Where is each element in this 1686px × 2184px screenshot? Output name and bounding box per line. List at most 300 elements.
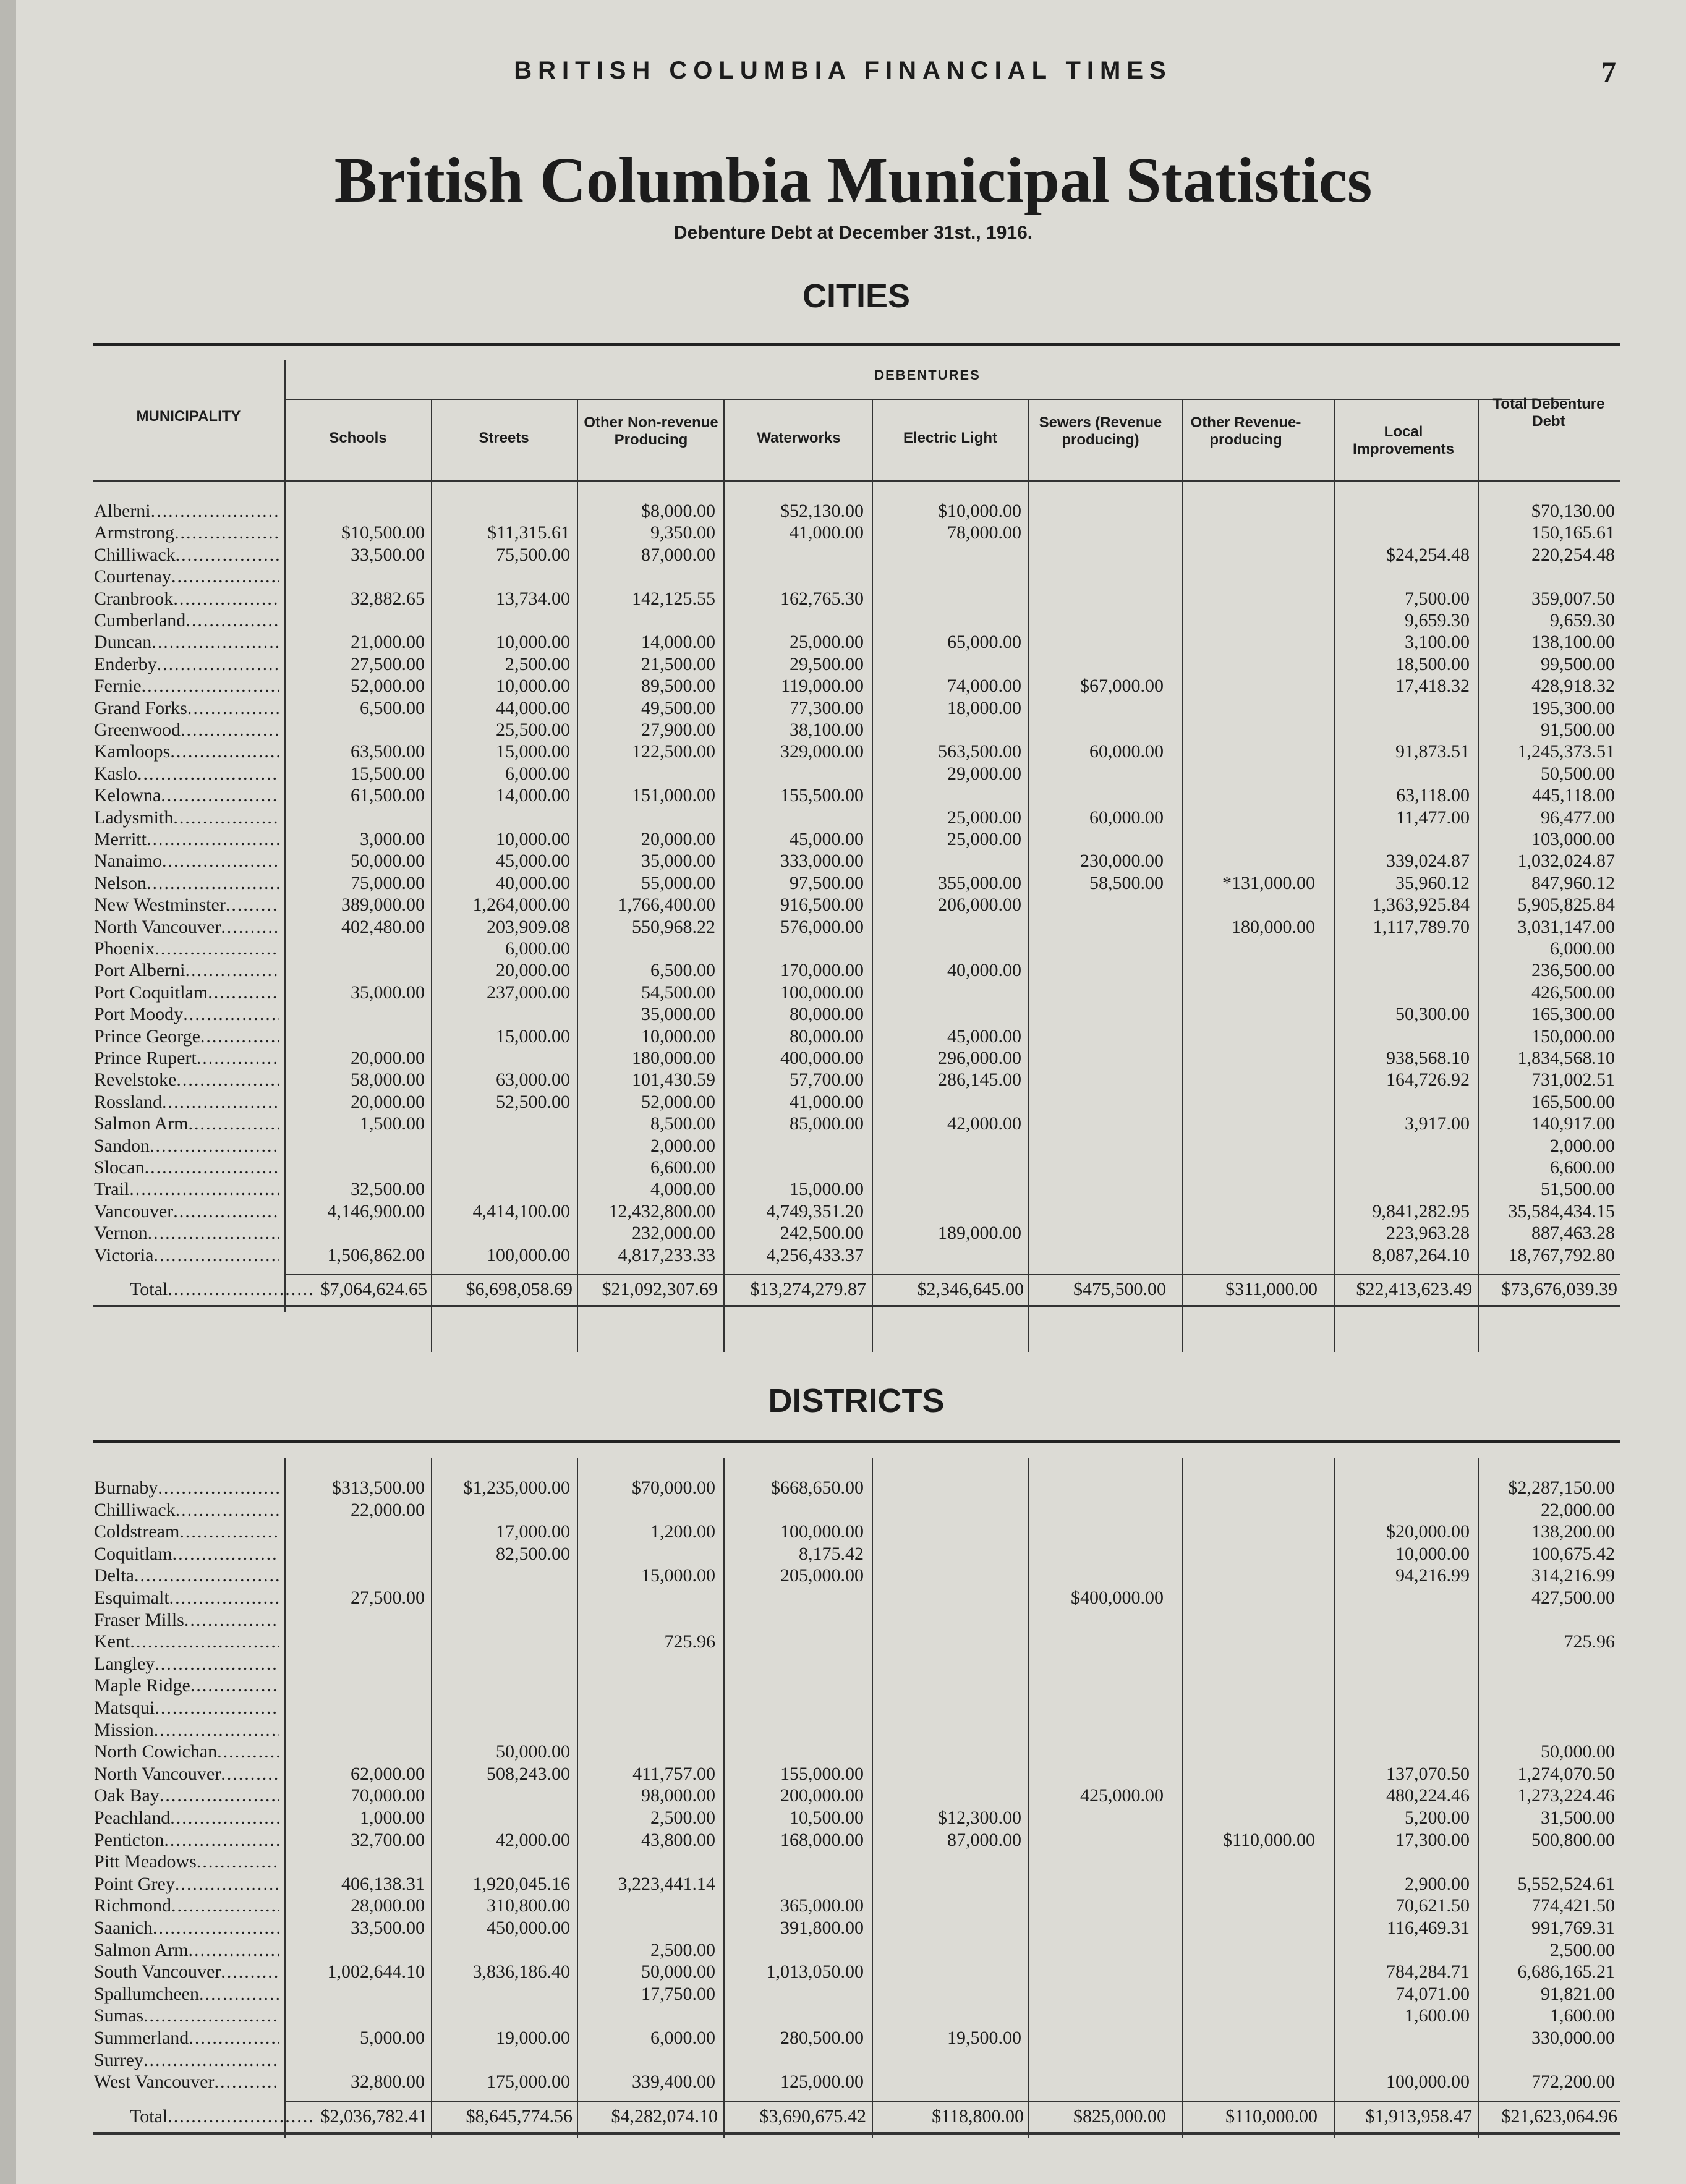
streets-cell: 19,000.00: [496, 2028, 570, 2048]
sewers-total: $825,000.00: [1073, 2105, 1166, 2127]
municipality-name: Vancouver .....: [94, 1201, 279, 1222]
municipality-name: Point Grey .....: [94, 1874, 279, 1895]
total-debt-cell: 2,500.00: [1550, 1939, 1615, 1960]
total-debt-cell: 2,000.00: [1550, 1135, 1615, 1156]
streets-cell: 50,000.00: [496, 1741, 570, 1762]
table-row: [93, 1201, 1620, 1223]
municipality-name: Maple Ridge .....: [94, 1675, 279, 1696]
total-debt-cell: 6,686,165.21: [1517, 1961, 1615, 1982]
table-row: [93, 1544, 1620, 1566]
table-row: [93, 1940, 1620, 1962]
municipality-name: Duncan .....: [94, 632, 279, 653]
sewers-cell: $67,000.00: [1080, 676, 1164, 697]
waterworks-cell: 168,000.00: [780, 1829, 864, 1850]
other-non-revenue-cell: 87,000.00: [641, 544, 715, 565]
header-municipality: MUNICIPALITY: [136, 408, 241, 425]
districts-column-rule: [577, 1458, 578, 2138]
schools-cell: 3,000.00: [360, 829, 425, 849]
table-row: [93, 566, 1620, 588]
municipality-name: Courtenay .....: [94, 566, 279, 587]
schools-cell: 20,000.00: [351, 1048, 425, 1068]
waterworks-cell: 85,000.00: [790, 1113, 864, 1134]
streets-cell: 25,500.00: [496, 720, 570, 740]
other-non-revenue-cell: 17,750.00: [641, 1983, 715, 2004]
districts-column-rule: [1182, 1458, 1183, 2138]
total-debt-cell: 35,584,434.15: [1508, 1200, 1615, 1222]
total-debt-cell: 100,675.42: [1531, 1543, 1615, 1564]
local-improvements-cell: 50,300.00: [1395, 1004, 1470, 1025]
schools-cell: 402,480.00: [341, 916, 425, 937]
table-row: [93, 522, 1620, 545]
other-non-revenue-cell: 6,600.00: [650, 1157, 715, 1178]
other-non-revenue-cell: 2,500.00: [650, 1808, 715, 1828]
streets-cell: 10,000.00: [496, 632, 570, 653]
electric-light-cell: 286,145.00: [938, 1069, 1021, 1090]
streets-cell: 15,000.00: [496, 1026, 570, 1047]
local-improvements-cell: 2,900.00: [1405, 1873, 1470, 1894]
municipality-name: Sandon .....: [94, 1136, 279, 1157]
streets-cell: 3,836,186.40: [472, 1961, 570, 1982]
cities-column-rule: [577, 400, 578, 1352]
electric-light-total: $118,800.00: [932, 2105, 1024, 2127]
municipality-name: Delta .....: [94, 1565, 279, 1586]
local-improvements-cell: 1,363,925.84: [1372, 894, 1470, 916]
schools-cell: 75,000.00: [351, 872, 425, 893]
districts-column-rule: [1478, 1458, 1479, 2138]
total-debt-cell: 1,274,070.50: [1517, 1763, 1615, 1784]
total-debt-cell: 445,118.00: [1532, 785, 1615, 806]
schools-cell: 70,000.00: [351, 1785, 425, 1806]
streets-total: $8,645,774.56: [466, 2105, 573, 2127]
table-row: [93, 1654, 1620, 1676]
waterworks-cell: 170,000.00: [780, 960, 864, 981]
local-improvements-cell: 35,960.12: [1395, 872, 1470, 893]
total-debt-cell: 427,500.00: [1531, 1587, 1615, 1608]
municipality-name: Cranbrook .....: [94, 588, 279, 610]
table-row: [93, 501, 1620, 523]
total-label: Total .....: [130, 2106, 315, 2127]
municipality-name: North Vancouver .....: [94, 1764, 279, 1785]
other-revenue-total: $311,000.00: [1225, 1279, 1318, 1299]
table-row: [93, 1477, 1620, 1500]
municipality-name: Trail .....: [94, 1179, 279, 1200]
table-row: [93, 1675, 1620, 1697]
total-debt-cell: 731,002.51: [1531, 1069, 1615, 1090]
municipality-name: Oak Bay .....: [94, 1785, 279, 1806]
electric-light-cell: 25,000.00: [947, 829, 1021, 849]
other-non-revenue-cell: 101,430.59: [632, 1069, 715, 1090]
waterworks-cell: 916,500.00: [780, 894, 864, 916]
other-revenue-total: $110,000.00: [1225, 2105, 1318, 2127]
streets-cell: $1,235,000.00: [463, 1477, 570, 1498]
waterworks-total: $3,690,675.42: [759, 2105, 866, 2127]
municipality-name: Armstrong .....: [94, 522, 279, 543]
municipality-name: Fernie .....: [94, 676, 279, 697]
waterworks-cell: 333,000.00: [780, 851, 864, 872]
header-debentures: DEBENTURES: [874, 367, 981, 383]
local-improvements-cell: $20,000.00: [1386, 1521, 1470, 1542]
streets-cell: 52,500.00: [496, 1091, 570, 1112]
other-non-revenue-cell: 232,000.00: [632, 1223, 715, 1244]
municipality-name: Spallumcheen .....: [94, 1984, 279, 2005]
waterworks-cell: 242,500.00: [780, 1223, 864, 1244]
other-non-revenue-cell: 8,500.00: [650, 1113, 715, 1134]
waterworks-cell: 45,000.00: [790, 829, 864, 849]
waterworks-cell: 97,500.00: [790, 872, 864, 893]
other-non-revenue-cell: 4,817,233.33: [618, 1244, 715, 1265]
districts-total-rule: [284, 2101, 1620, 2102]
municipality-name: Cumberland .....: [94, 610, 279, 631]
total-debt-total: $21,623,064.96: [1501, 2105, 1617, 2127]
municipality-name: Prince George .....: [94, 1026, 279, 1047]
waterworks-cell: 80,000.00: [790, 1004, 864, 1025]
cities-column-rule: [723, 400, 725, 1352]
other-non-revenue-cell: 54,500.00: [641, 982, 715, 1003]
total-debt-cell: 426,500.00: [1531, 982, 1615, 1003]
table-row: [93, 763, 1620, 786]
districts-column-rule: [723, 1458, 725, 2138]
streets-total: $6,698,058.69: [466, 1279, 573, 1299]
sewers-cell: 58,500.00: [1089, 872, 1164, 893]
electric-light-cell: 78,000.00: [947, 522, 1021, 543]
municipality-name: Enderby .....: [94, 654, 279, 675]
local-improvements-total: $22,413,623.49: [1356, 1279, 1472, 1299]
header-other-non-revenue: Other Non-revenue Producing: [584, 414, 718, 448]
streets-cell: 20,000.00: [496, 960, 570, 981]
table-row: [93, 2028, 1620, 2050]
total-debt-cell: 91,500.00: [1541, 720, 1615, 740]
municipality-name: Victoria .....: [94, 1245, 279, 1266]
streets-cell: 82,500.00: [496, 1543, 570, 1564]
waterworks-cell: 329,000.00: [780, 741, 864, 762]
municipality-name: Fraser Mills .....: [94, 1610, 279, 1631]
schools-cell: 5,000.00: [360, 2028, 425, 2048]
electric-light-cell: 42,000.00: [947, 1113, 1021, 1134]
other-revenue-cell: 180,000.00: [1232, 916, 1315, 937]
municipality-name: Mission .....: [94, 1720, 279, 1741]
municipality-name: Coldstream .....: [94, 1521, 279, 1542]
other-non-revenue-cell: $8,000.00: [641, 501, 715, 521]
table-row: [93, 894, 1620, 917]
schools-cell: 389,000.00: [341, 894, 425, 916]
streets-cell: 100,000.00: [487, 1244, 570, 1265]
streets-cell: 17,000.00: [496, 1521, 570, 1542]
cities-bottom-rule: [93, 1305, 1620, 1307]
schools-total: $7,064,624.65: [320, 1279, 427, 1299]
table-row: [93, 1223, 1620, 1245]
streets-cell: 40,000.00: [496, 872, 570, 893]
local-improvements-cell: 17,300.00: [1395, 1829, 1470, 1850]
electric-light-cell: 189,000.00: [938, 1223, 1021, 1244]
waterworks-cell: 41,000.00: [790, 522, 864, 543]
schools-cell: 1,000.00: [360, 1808, 425, 1828]
streets-cell: 4,414,100.00: [472, 1200, 570, 1222]
table-row: [93, 1631, 1620, 1654]
table-row: [93, 741, 1620, 763]
table-row: [93, 1895, 1620, 1918]
local-improvements-cell: 339,024.87: [1386, 851, 1470, 872]
municipality-name: Prince Rupert .....: [94, 1048, 279, 1069]
cities-column-rule: [872, 400, 873, 1352]
local-improvements-cell: 784,284.71: [1386, 1961, 1470, 1982]
local-improvements-cell: 74,071.00: [1395, 1983, 1470, 2004]
waterworks-cell: 162,765.30: [780, 588, 864, 609]
table-row: [93, 1521, 1620, 1544]
electric-light-cell: 355,000.00: [938, 872, 1021, 893]
municipality-name: Port Coquitlam .....: [94, 982, 279, 1003]
schools-cell: $313,500.00: [332, 1477, 425, 1498]
waterworks-cell: 80,000.00: [790, 1026, 864, 1047]
table-row: [93, 676, 1620, 698]
streets-cell: 175,000.00: [487, 2071, 570, 2093]
total-debt-cell: 1,834,568.10: [1517, 1048, 1615, 1068]
table-row: [93, 1918, 1620, 1940]
municipality-name: Port Alberni .....: [94, 960, 279, 981]
total-debt-cell: 772,200.00: [1531, 2071, 1615, 2093]
cities-column-rule: [1334, 400, 1335, 1352]
table-row: [93, 610, 1620, 632]
electric-light-cell: $12,300.00: [938, 1808, 1021, 1828]
header-other-revenue: Other Revenue-producing: [1190, 414, 1301, 448]
waterworks-cell: 155,500.00: [780, 785, 864, 806]
table-row: [93, 720, 1620, 742]
header-waterworks: Waterworks: [757, 430, 841, 446]
districts-column-rule: [431, 1458, 432, 2138]
districts-column-rule: [1334, 1458, 1335, 2138]
other-non-revenue-cell: 339,400.00: [632, 2071, 715, 2093]
districts-column-rule: [872, 1458, 873, 2138]
table-row: [93, 1136, 1620, 1158]
cities-heading: CITIES: [802, 278, 911, 315]
header-streets: Streets: [479, 430, 529, 446]
other-non-revenue-cell: 411,757.00: [632, 1763, 715, 1784]
total-debt-cell: 138,200.00: [1531, 1521, 1615, 1542]
header-electric-light: Electric Light: [903, 430, 998, 446]
local-improvements-cell: 18,500.00: [1395, 653, 1470, 674]
streets-cell: 6,000.00: [505, 938, 570, 959]
table-row: [93, 829, 1620, 851]
table-row: [93, 873, 1620, 895]
schools-cell: 62,000.00: [351, 1763, 425, 1784]
local-improvements-cell: 1,600.00: [1405, 2005, 1470, 2026]
sewers-total: $475,500.00: [1073, 1279, 1166, 1299]
schools-cell: 61,500.00: [351, 785, 425, 806]
article-subtitle: Debenture Debt at December 31st., 1916.: [673, 223, 1033, 243]
municipality-name: Salmon Arm .....: [94, 1940, 279, 1961]
electric-light-total: $2,346,645.00: [917, 1279, 1024, 1299]
local-improvements-cell: 100,000.00: [1386, 2071, 1470, 2093]
table-row: [93, 1720, 1620, 1742]
total-label: Total .....: [130, 1279, 315, 1300]
districts-heading: DISTRICTS: [768, 1382, 945, 1419]
municipality-name: South Vancouver .....: [94, 1961, 279, 1982]
schools-cell: 406,138.31: [341, 1873, 425, 1894]
total-debt-total: $73,676,039.39: [1501, 1279, 1617, 1299]
local-improvements-cell: 94,216.99: [1395, 1565, 1470, 1586]
local-improvements-cell: 223,963.28: [1386, 1223, 1470, 1244]
table-row: [93, 785, 1620, 807]
municipality-name: Summerland .....: [94, 2028, 279, 2049]
table-row: [93, 1048, 1620, 1070]
electric-light-cell: 29,000.00: [947, 763, 1021, 784]
municipality-name: West Vancouver .....: [94, 2071, 279, 2093]
total-debt-cell: 314,216.99: [1531, 1565, 1615, 1586]
schools-total: $2,036,782.41: [320, 2105, 427, 2127]
other-non-revenue-cell: 4,000.00: [650, 1179, 715, 1200]
total-debt-cell: $70,130.00: [1531, 501, 1615, 521]
total-debt-cell: 150,165.61: [1531, 522, 1615, 543]
waterworks-cell: 100,000.00: [780, 982, 864, 1003]
municipality-name: Matsqui .....: [94, 1697, 279, 1719]
total-debt-cell: 220,254.48: [1531, 544, 1615, 565]
waterworks-cell: 57,700.00: [790, 1069, 864, 1090]
cities-table: [93, 343, 1620, 1320]
streets-cell: 63,000.00: [496, 1069, 570, 1090]
table-row: [93, 2050, 1620, 2072]
total-debt-cell: 6,600.00: [1550, 1157, 1615, 1178]
table-row: [93, 1245, 1620, 1267]
local-improvements-cell: $24,254.48: [1386, 544, 1470, 565]
waterworks-cell: 77,300.00: [790, 697, 864, 718]
waterworks-cell: 280,500.00: [780, 2028, 864, 2048]
municipality-name: Chilliwack .....: [94, 545, 279, 566]
other-non-revenue-cell: 14,000.00: [641, 632, 715, 653]
table-row: [93, 1587, 1620, 1610]
local-improvements-cell: 480,224.46: [1386, 1785, 1470, 1806]
cities-total-rule: [284, 1274, 1620, 1275]
schools-cell: 1,500.00: [360, 1113, 425, 1134]
municipality-name: Langley .....: [94, 1654, 279, 1675]
table-row: [93, 960, 1620, 982]
waterworks-cell: 29,500.00: [790, 653, 864, 674]
schools-cell: 4,146,900.00: [327, 1200, 425, 1222]
other-non-revenue-cell: 2,500.00: [650, 1939, 715, 1960]
sewers-cell: 60,000.00: [1089, 741, 1164, 762]
schools-cell: 21,000.00: [351, 632, 425, 653]
schools-cell: 58,000.00: [351, 1069, 425, 1090]
total-debt-cell: 51,500.00: [1541, 1179, 1615, 1200]
schools-cell: 32,500.00: [351, 1179, 425, 1200]
total-debt-cell: 5,905,825.84: [1517, 894, 1615, 916]
local-improvements-cell: 10,000.00: [1395, 1543, 1470, 1564]
schools-cell: 63,500.00: [351, 741, 425, 762]
municipality-name: Rossland .....: [94, 1092, 279, 1113]
streets-cell: 10,000.00: [496, 829, 570, 849]
total-debt-cell: 1,600.00: [1550, 2005, 1615, 2026]
waterworks-cell: 100,000.00: [780, 1521, 864, 1542]
header-schools: Schools: [329, 430, 387, 446]
table-row: [93, 1610, 1620, 1632]
header-local-improvements: Local Improvements: [1352, 423, 1455, 457]
streets-cell: 450,000.00: [487, 1918, 570, 1938]
municipality-name: Saanich .....: [94, 1918, 279, 1939]
other-non-revenue-cell: 43,800.00: [641, 1829, 715, 1850]
total-debt-cell: 99,500.00: [1541, 653, 1615, 674]
total-debt-cell: 500,800.00: [1531, 1829, 1615, 1850]
table-row: [93, 2071, 1620, 2094]
local-improvements-cell: 938,568.10: [1386, 1048, 1470, 1068]
table-row: [93, 1764, 1620, 1786]
table-row: [93, 588, 1620, 611]
table-row: [93, 1179, 1620, 1201]
cities-column-rule: [284, 360, 286, 1312]
schools-cell: 32,882.65: [351, 588, 425, 609]
table-row: [93, 851, 1620, 873]
local-improvements-cell: 9,841,282.95: [1372, 1200, 1470, 1222]
table-row: [93, 938, 1620, 961]
total-debt-cell: 165,500.00: [1531, 1091, 1615, 1112]
streets-cell: 310,800.00: [487, 1895, 570, 1916]
book-spine-shadow: [0, 0, 16, 2184]
electric-light-cell: 563,500.00: [938, 741, 1021, 762]
header-total-debt: Total Debenture Debt: [1492, 396, 1605, 430]
waterworks-cell: 8,175.42: [799, 1543, 864, 1564]
table-row: [93, 654, 1620, 676]
table-row: [93, 1741, 1620, 1764]
local-improvements-cell: 8,087,264.10: [1372, 1244, 1470, 1265]
waterworks-cell: 200,000.00: [780, 1785, 864, 1806]
article-title: British Columbia Municipal Statistics: [334, 145, 1373, 216]
page-number: 7: [1601, 56, 1616, 89]
electric-light-cell: $10,000.00: [938, 501, 1021, 521]
schools-cell: 15,500.00: [351, 763, 425, 784]
other-non-revenue-cell: 15,000.00: [641, 1565, 715, 1586]
streets-cell: 508,243.00: [487, 1763, 570, 1784]
schools-cell: 32,800.00: [351, 2071, 425, 2093]
schools-cell: 27,500.00: [351, 1587, 425, 1608]
header-sewers: Sewers (Revenue producing): [1039, 414, 1162, 448]
table-row: [93, 698, 1620, 720]
schools-cell: 33,500.00: [351, 544, 425, 565]
total-debt-cell: 6,000.00: [1550, 938, 1615, 959]
municipality-name: Burnaby .....: [94, 1477, 279, 1498]
municipality-name: Ladysmith .....: [94, 807, 279, 828]
schools-cell: 1,002,644.10: [327, 1961, 425, 1982]
streets-cell: 2,500.00: [505, 653, 570, 674]
table-row: [93, 1092, 1620, 1114]
municipality-name: Phoenix .....: [94, 938, 279, 959]
local-improvements-cell: 63,118.00: [1396, 785, 1470, 806]
table-row: [93, 1697, 1620, 1720]
total-debt-cell: $2,287,150.00: [1508, 1477, 1615, 1498]
local-improvements-cell: 5,200.00: [1405, 1808, 1470, 1828]
total-debt-cell: 140,917.00: [1531, 1113, 1615, 1134]
waterworks-cell: 41,000.00: [790, 1091, 864, 1112]
sewers-cell: 425,000.00: [1080, 1785, 1164, 1806]
total-row: [93, 2106, 1620, 2128]
local-improvements-cell: 9,659.30: [1405, 610, 1470, 631]
municipality-name: Port Moody .....: [94, 1004, 279, 1025]
municipality-name: Revelstoke .....: [94, 1069, 279, 1090]
schools-cell: 20,000.00: [351, 1091, 425, 1112]
total-debt-cell: 96,477.00: [1541, 807, 1615, 828]
other-non-revenue-cell: 50,000.00: [641, 1961, 715, 1982]
other-non-revenue-cell: 27,900.00: [641, 720, 715, 740]
municipality-name: Kaslo .....: [94, 763, 279, 784]
other-non-revenue-cell: 35,000.00: [641, 1004, 715, 1025]
municipality-name: New Westminster .....: [94, 894, 279, 916]
total-debt-cell: 330,000.00: [1531, 2028, 1615, 2048]
other-non-revenue-cell: 122,500.00: [632, 741, 715, 762]
districts-column-rule: [1028, 1458, 1029, 2138]
other-non-revenue-cell: 12,432,800.00: [608, 1200, 715, 1222]
waterworks-cell: $668,650.00: [771, 1477, 864, 1498]
other-non-revenue-cell: 180,000.00: [632, 1048, 715, 1068]
cities-column-rule: [1028, 400, 1029, 1352]
other-non-revenue-cell: 142,125.55: [632, 588, 715, 609]
table-row: [93, 1808, 1620, 1830]
other-non-revenue-cell: 49,500.00: [641, 697, 715, 718]
